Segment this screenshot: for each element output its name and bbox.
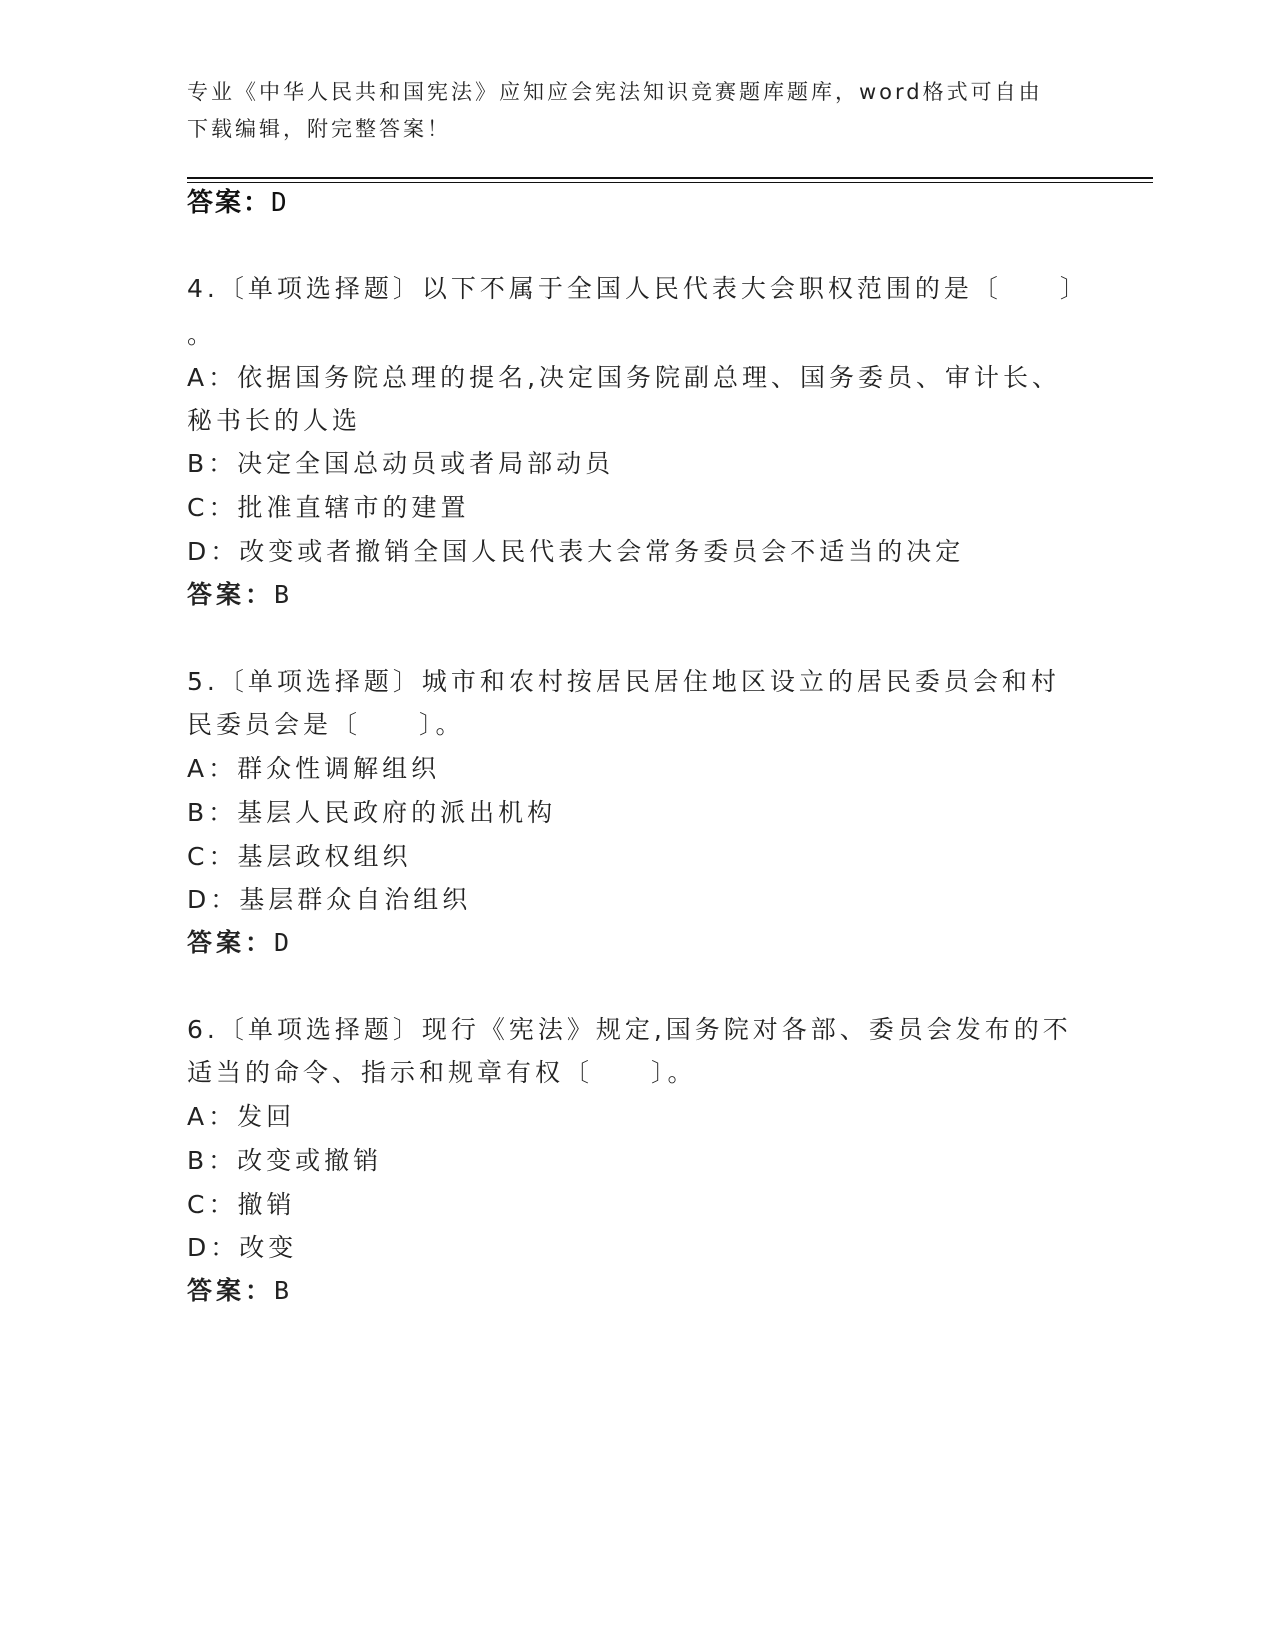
answer-value: B [274, 580, 294, 609]
question-6 [187, 1013, 1087, 1313]
option-b: B：基层人民政府的派出机构 [187, 798, 557, 827]
option-c: C：批准直辖市的建置 [187, 493, 470, 522]
option-b: B：决定全国总动员或者局部动员 [187, 449, 615, 478]
option-d: D：改变或者撤销全国人民代表大会常务委员会不适当的决定 [187, 537, 965, 566]
answer-label: 答案： [187, 580, 275, 609]
option-a: A：发回 [187, 1102, 296, 1131]
header-divider-thick [187, 177, 1153, 179]
question-stem-line-1: 4.〔单项选择题〕以下不属于全国人民代表大会职权范围的是〔 〕 [187, 274, 1089, 303]
question-stem-line-2: 。 [187, 320, 217, 349]
option-d: D：基层群众自治组织 [187, 885, 472, 914]
answer [187, 578, 293, 612]
option-c: C：撤销 [187, 1190, 296, 1219]
question-stem-line-2: 民委员会是〔 〕。 [187, 710, 465, 739]
header-divider-thin [187, 182, 1153, 183]
option-a: A：依据国务院总理的提名,决定国务院副总理、国务委员、审计长、 [187, 363, 1062, 392]
option-c: C：基层政权组织 [187, 842, 412, 871]
answer-label: 答案： [187, 928, 275, 957]
answer-prev [187, 186, 1087, 220]
question-5 [187, 665, 1087, 965]
option-a: A：群众性调解组织 [187, 754, 441, 783]
header-line-1: 专业《中华人民共和国宪法》应知应会宪法知识竞赛题库题库，word格式可自由 [187, 80, 1043, 104]
answer-value: B [274, 1276, 294, 1305]
answer [187, 926, 293, 960]
question-4 [187, 272, 1087, 612]
answer-value: D [274, 928, 294, 957]
answer-label: 答案： [187, 188, 272, 218]
answer-value: D [271, 188, 289, 218]
answer [187, 1274, 293, 1308]
header-line-2: 下载编辑，附完整答案！ [187, 117, 451, 141]
question-stem-line-1: 5.〔单项选择题〕城市和农村按居民居住地区设立的居民委员会和村 [187, 667, 1060, 696]
option-d: D：改变 [187, 1233, 298, 1262]
question-stem-line-1: 6.〔单项选择题〕现行《宪法》规定,国务院对各部、委员会发布的不 [187, 1015, 1072, 1044]
option-a-continued: 秘书长的人选 [187, 406, 362, 435]
question-stem-line-2: 适当的命令、指示和规章有权〔 〕。 [187, 1058, 697, 1087]
document-header [187, 74, 1067, 148]
option-b: B：改变或撤销 [187, 1146, 383, 1175]
answer-label: 答案： [187, 1276, 275, 1305]
